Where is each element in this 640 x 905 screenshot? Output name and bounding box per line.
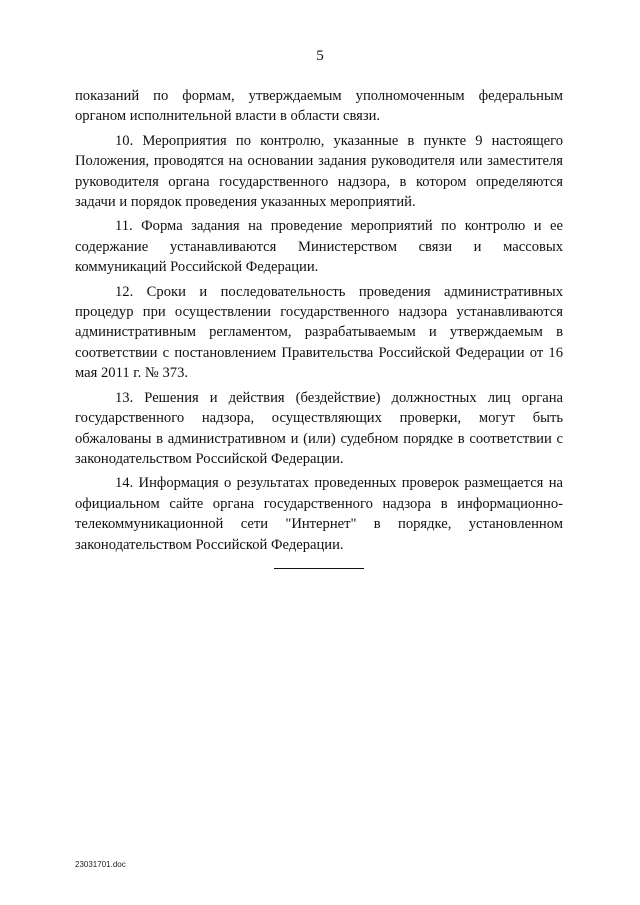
paragraph-continuation: показаний по формам, утверждаемым уполномоченным федеральным органом исполнительной власти в области связи. (75, 88, 563, 125)
paragraph-item-12: 12. Сроки и последовательность проведения административных процедур при осуществлении государственного надзора устанавливаются административным регламентом, разрабатываемым и утверждаемым в соответствии с постановлением Правительства Российской Федерации от 16 мая 2011 г. № 373. (75, 283, 563, 382)
footer-file-name: 23031701.doc (75, 860, 126, 869)
document-body (75, 86, 563, 559)
paragraph-item-14: 14. Информация о результатах проведенных проверок размещается на официальном сайте органа государственного надзора в информационно-телекоммуникационной сети "Интернет" в порядке, установленном законодательством Российской Федерации. (75, 475, 563, 553)
page-number: 5 (316, 48, 324, 64)
paragraph-item-11: 11. Форма задания на проведение мероприятий по контролю и ее содержание устанавливаются Министерством связи и массовых коммуникаций Российской Федерации. (75, 218, 563, 276)
end-of-document-rule (274, 568, 364, 569)
paragraph-item-10: 10. Мероприятия по контролю, указанные в пункте 9 настоящего Положения, проводятся на основании задания руководителя или заместителя руководителя органа государственного надзора, в котором определяются задачи и порядок проведения указанных мероприятий. (75, 132, 563, 211)
paragraph-item-13: 13. Решения и действия (бездействие) должностных лиц органа государственного надзора, осуществляющих проверки, могут быть обжалованы в административном и (или) судебном порядке в соответствии с законодательством Российской Федерации. (75, 389, 563, 467)
